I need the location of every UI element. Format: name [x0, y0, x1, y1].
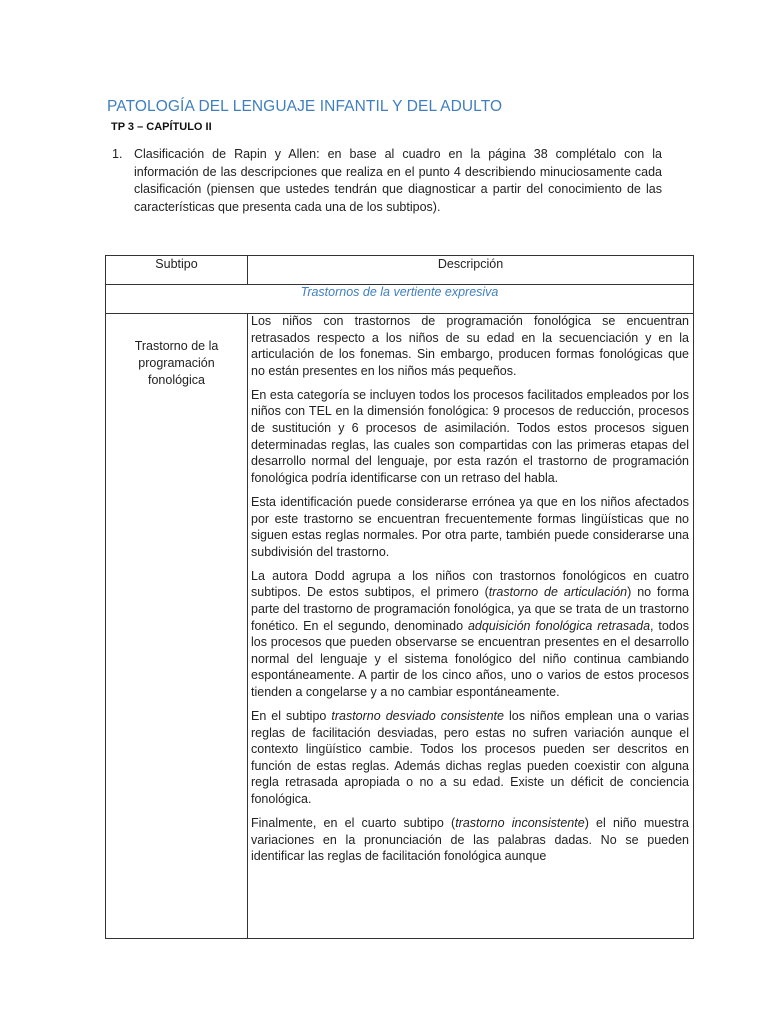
document-title: PATOLOGÍA DEL LENGUAJE INFANTIL Y DEL ADULTO [107, 98, 503, 115]
italic-term: trastorno desviado consistente [331, 709, 504, 724]
header-subtipo: Subtipo [155, 257, 198, 271]
question-text: Clasificación de Rapin y Allen: en base al cuadro en la página 38 complétalo con la información de las descripciones que realiza en el punto 4 describiendo minuciosamente cada clasificación (piensen que ustedes tendrán que diagnosticar a partir del conocimiento de las características que presenta cada una de los subtipos). [134, 147, 662, 214]
question-number: 1. [112, 147, 123, 161]
document-subtitle: TP 3 – CAPÍTULO II [111, 121, 212, 133]
classification-table [105, 255, 694, 939]
question-item [112, 146, 662, 216]
description-paragraph [251, 708, 689, 808]
text-run: , todos los procesos que pueden observarse se encuentran presentes en el desarrollo normal del lenguaje y el sistema fonológico del niño continua cambiando espontáneamente. A partir de los cinco años, uno o varios de estos procesos tienden a congelarse y a no cambiar espontáneamente. [251, 618, 689, 699]
description-paragraph [251, 815, 689, 865]
description-paragraph: Los niños con trastornos de programación fonológica se encuentran retrasados respecto a los niños de su edad en la secuenciación y en la articulación de los fonemas. Sin embargo, producen formas fonológicas que no están presentes en los niños más pequeños. [251, 314, 689, 378]
header-descripcion: Descripción [437, 257, 504, 271]
text-run: En el subtipo [251, 709, 332, 724]
description-cell [251, 313, 689, 872]
text-run: ) el niño muestra variaciones en la pronunciación de las palabras dadas. No se pueden identificar las reglas de facilitación fonológica aunque [251, 816, 689, 864]
text-run: La autora Dodd agrupa a los niños con trastornos fonológicos en cuatro subtipos. De estos subtipos, el primero ( [251, 568, 689, 600]
column-divider [247, 313, 248, 938]
description-paragraph: En esta categoría se incluyen todos los procesos facilitados empleados por los niños con TEL en la dimensión fonológica: 9 procesos de reducción, procesos de sustitución y 6 procesos de asimilación. Todos estos procesos siguen determinadas reglas, las cuales son compartidas con las primeras etapas del desarrollo normal del lenguaje, por esta razón el trastorno de programación fonológica podría identificarse con un retraso del habla. [251, 387, 689, 485]
italic-term: trastorno inconsistente [455, 816, 585, 831]
subtipo-cell: Trastorno de la programación fonológica [134, 339, 219, 387]
section-label: Trastornos de la vertiente expresiva [300, 285, 499, 299]
table-header-row [106, 256, 693, 285]
italic-term: trastorno de articulación [488, 585, 628, 600]
table-section-row [106, 285, 693, 314]
description-paragraph [251, 568, 689, 701]
text-run: los niños emplean una o varias reglas de facilitación desviadas, pero estas no sufren variación aunque el contexto lingüístico cambie. Todos los procesos pueden ser descritos en función de estas reglas. Además dichas reglas pueden coexistir con alguna regla retrasada apropiada o no a su edad. Existe un déficit de conciencia fonológica. [251, 709, 689, 807]
text-run: ) no forma parte del trastorno de programación fonológica, ya que se trata de un trastorno fonético. En el segundo, denominado [251, 585, 689, 633]
italic-term: adquisición fonológica retrasada [467, 618, 651, 633]
text-run: Finalmente, en el cuarto subtipo ( [251, 816, 456, 831]
description-paragraph: Esta identificación puede considerarse errónea ya que en los niños afectados por este trastorno se encuentran frecuentemente formas lingüísticas que no siguen estas reglas normales. Por otra parte, también puede considerarse una subdivisión del trastorno. [251, 494, 689, 559]
